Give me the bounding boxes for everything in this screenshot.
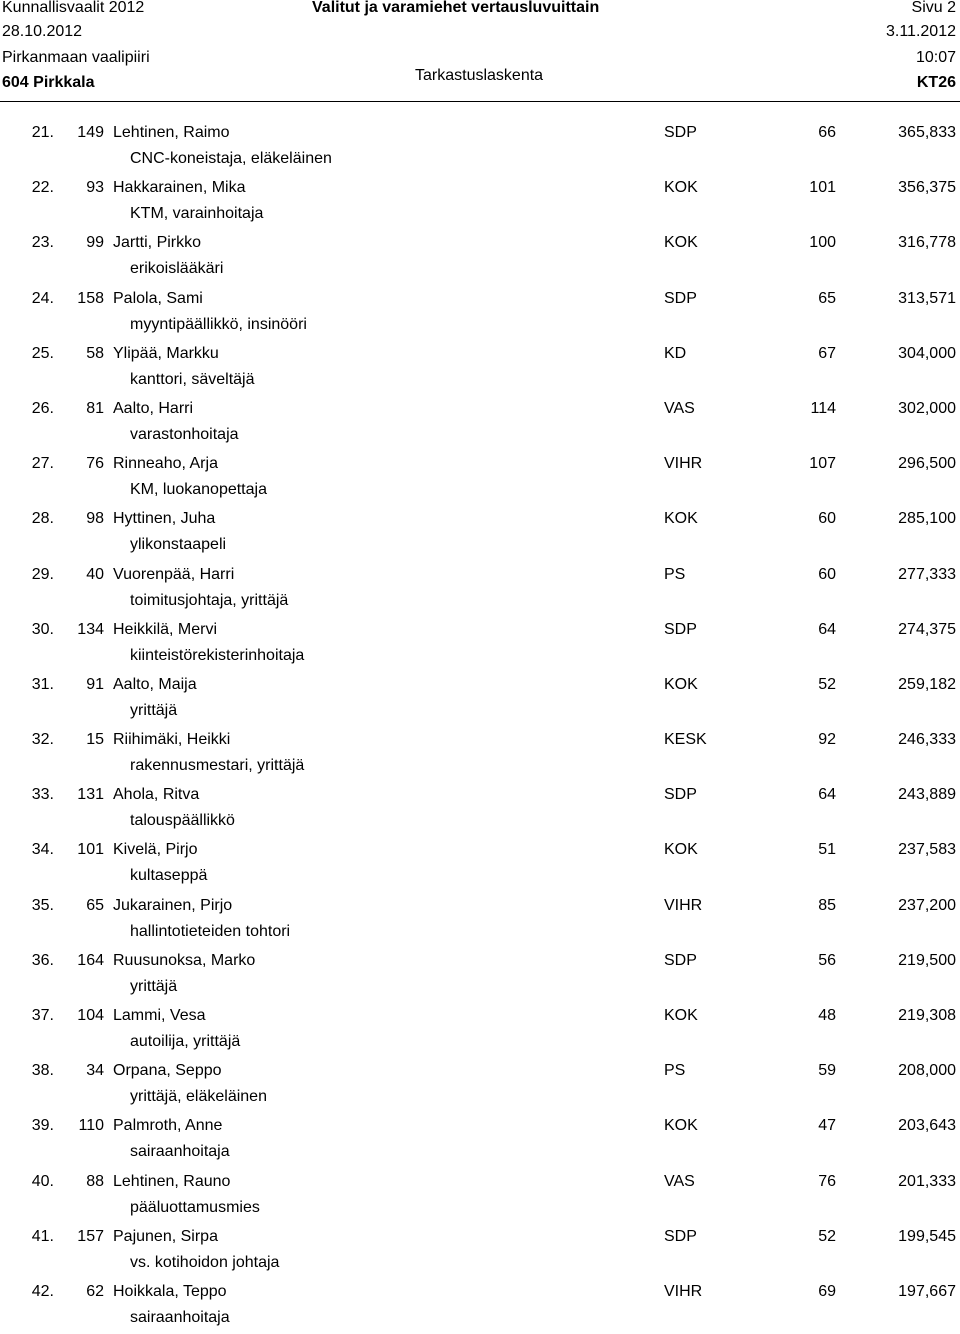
comparison-number: 219,308 [898,1007,956,1024]
party: VIHR [664,896,703,914]
list-item [0,286,960,341]
vote-count: 85 [818,896,836,914]
comparison-number: 201,333 [898,1172,956,1190]
municipality: 604 Pirkkala [2,74,95,91]
candidate-name: Palmroth, Anne [113,1117,223,1135]
list-item [0,617,960,672]
candidate-occupation: KM, luokanopettaja [130,481,267,499]
party: SDP [664,1227,697,1245]
rank-number: 29. [31,565,54,583]
comparison-number: 313,571 [898,289,956,307]
list-item [0,562,960,617]
candidate-number: 15 [86,731,104,749]
candidate-occupation: hallintotieteiden tohtori [130,922,291,940]
comparison-number: 208,000 [898,1062,956,1080]
comparison-number: 285,100 [898,510,956,528]
candidate-number: 91 [86,675,104,693]
list-item [0,1224,960,1279]
list-item [0,948,960,1003]
list-item [0,1003,960,1058]
party: KOK [664,234,698,252]
candidate-name: Aalto, Harri [113,399,194,417]
party: SDP [664,124,697,141]
candidate-occupation: yrittäjä, eläkeläinen [130,1088,267,1106]
candidate-number: 110 [78,1117,104,1135]
candidate-occupation: varastonhoitaja [130,425,239,443]
candidate-name: Riihimäki, Heikki [113,731,231,749]
rank-number: 32. [31,731,54,749]
comparison-number: 296,500 [898,455,956,473]
vote-count: 48 [818,1007,836,1024]
comparison-number: 203,643 [898,1117,956,1135]
candidate-name: Pajunen, Sirpa [113,1227,218,1245]
header-divider [0,101,960,102]
candidate-number: 104 [77,1007,104,1024]
report-subtitle: Tarkastuslaskenta [415,67,544,84]
party: VAS [664,1172,695,1190]
candidate-occupation: toimitusjohtaja, yrittäjä [130,591,289,609]
list-item [0,1169,960,1224]
candidate-number: 34 [86,1062,104,1080]
party: KOK [664,675,698,693]
candidate-number: 134 [77,620,104,638]
candidate-number: 93 [86,179,104,197]
list-item [0,506,960,561]
list-item [0,341,960,396]
rank-number: 38. [31,1062,54,1080]
comparison-number: 302,000 [898,399,956,417]
results-list [0,120,960,1334]
vote-count: 92 [818,731,836,749]
list-item [0,727,960,782]
rank-number: 36. [31,951,54,969]
rank-number: 40. [31,1172,54,1190]
vote-count: 76 [818,1172,836,1190]
party: SDP [664,620,697,638]
list-item [0,175,960,230]
candidate-number: 99 [86,234,104,252]
vote-count: 47 [818,1117,836,1135]
list-item [0,120,960,175]
party: KD [664,344,687,362]
rank-number: 28. [31,510,54,528]
candidate-number: 164 [77,951,104,969]
candidate-occupation: vs. kotihoidon johtaja [130,1253,280,1271]
comparison-number: 304,000 [898,344,956,362]
rank-number: 31. [31,675,54,693]
comparison-number: 365,833 [898,124,956,141]
vote-count: 60 [818,510,836,528]
candidate-occupation: CNC-koneistaja, eläkeläinen [130,150,332,167]
comparison-number: 197,667 [898,1282,956,1300]
rank-number: 21. [31,124,54,141]
election-name: Kunnallisvaalit 2012 [2,0,145,16]
vote-count: 59 [818,1062,836,1080]
list-item [0,230,960,285]
rank-number: 25. [31,344,54,362]
vote-count: 100 [809,234,836,252]
print-date: 3.11.2012 [886,23,956,40]
list-item [0,782,960,837]
candidate-name: Jukarainen, Pirjo [113,896,233,914]
party: VIHR [664,1282,703,1300]
candidate-name: Hoikkala, Teppo [113,1282,227,1300]
rank-number: 37. [31,1007,54,1024]
party: SDP [664,289,697,307]
candidate-name: Palola, Sami [113,289,203,307]
party: KOK [664,179,698,197]
vote-count: 69 [818,1282,836,1300]
candidate-name: Kivelä, Pirjo [113,841,198,859]
candidate-name: Ruusunoksa, Marko [113,951,256,969]
candidate-occupation: kiinteistörekisterinhoitaja [130,646,305,664]
rank-number: 41. [31,1227,54,1245]
list-item [0,672,960,727]
party: SDP [664,786,697,804]
rank-number: 42. [31,1282,54,1300]
candidate-number: 158 [77,289,104,307]
report-title: Valitut ja varamiehet vertausluvuittain [312,0,600,16]
candidate-name: Hyttinen, Juha [113,510,216,528]
candidate-number: 76 [86,455,104,473]
candidate-name: Lehtinen, Raimo [113,124,230,141]
rank-number: 39. [31,1117,54,1135]
list-item [0,1058,960,1113]
party: SDP [664,951,697,969]
candidate-number: 62 [86,1282,104,1300]
candidate-occupation: ylikonstaapeli [130,536,227,554]
party: KOK [664,1007,698,1024]
candidate-number: 40 [86,565,104,583]
candidate-name: Ylipää, Markku [113,344,219,362]
vote-count: 60 [818,565,836,583]
candidate-name: Vuorenpää, Harri [113,565,235,583]
rank-number: 26. [31,399,54,417]
party: PS [664,565,686,583]
comparison-number: 246,333 [898,731,956,749]
rank-number: 24. [31,289,54,307]
party: PS [664,1062,686,1080]
vote-count: 67 [818,344,836,362]
list-item [0,1113,960,1168]
comparison-number: 237,200 [898,896,956,914]
rank-number: 22. [31,179,54,197]
candidate-number: 65 [86,896,104,914]
candidate-occupation: sairaanhoitaja [130,1143,230,1161]
candidate-occupation: kanttori, säveltäjä [130,370,255,388]
candidate-number: 131 [77,786,104,804]
comparison-number: 259,182 [898,675,956,693]
rank-number: 33. [31,786,54,804]
party: KOK [664,510,698,528]
comparison-number: 316,778 [898,234,956,252]
comparison-number: 274,375 [898,620,956,638]
print-time: 10:07 [915,49,956,66]
rank-number: 30. [31,620,54,638]
list-item [0,1279,960,1334]
vote-count: 65 [818,289,836,307]
comparison-number: 237,583 [898,841,956,859]
vote-count: 101 [809,179,836,197]
party: KESK [664,731,707,749]
candidate-name: Rinneaho, Arja [113,455,218,473]
rank-number: 23. [31,234,54,252]
vote-count: 64 [818,786,836,804]
candidate-occupation: kultaseppä [130,867,208,885]
party: KOK [664,1117,698,1135]
list-item [0,396,960,451]
electoral-district: Pirkanmaan vaalipiiri [2,49,150,66]
candidate-name: Heikkilä, Mervi [113,620,218,638]
candidate-number: 157 [77,1227,104,1245]
candidate-name: Ahola, Ritva [113,786,200,804]
vote-count: 51 [818,841,836,859]
report-code: KT26 [916,74,956,91]
vote-count: 56 [818,951,836,969]
vote-count: 52 [818,675,836,693]
candidate-name: Lehtinen, Rauno [113,1172,231,1190]
candidate-number: 98 [86,510,104,528]
candidate-occupation: talouspäällikkö [130,812,235,830]
candidate-name: Lammi, Vesa [113,1007,206,1024]
comparison-number: 219,500 [898,951,956,969]
page-header [0,0,960,100]
candidate-name: Hakkarainen, Mika [113,179,246,197]
candidate-occupation: yrittäjä [130,701,178,719]
candidate-occupation: erikoislääkäri [130,260,224,278]
page-number: Sivu 2 [911,0,956,16]
list-item [0,837,960,892]
party: VAS [664,399,695,417]
vote-count: 64 [818,620,836,638]
candidate-occupation: yrittäjä [130,977,178,995]
candidate-occupation: autoilija, yrittäjä [130,1033,241,1050]
list-item [0,451,960,506]
vote-count: 107 [809,455,836,473]
comparison-number: 277,333 [898,565,956,583]
candidate-number: 81 [86,399,104,417]
candidate-number: 58 [86,344,104,362]
list-item [0,893,960,948]
candidate-name: Aalto, Maija [113,675,197,693]
election-date: 28.10.2012 [2,23,83,40]
rank-number: 35. [31,896,54,914]
vote-count: 52 [818,1227,836,1245]
rank-number: 27. [31,455,54,473]
comparison-number: 199,545 [898,1227,956,1245]
candidate-number: 149 [77,124,104,141]
candidate-number: 101 [77,841,104,859]
comparison-number: 356,375 [898,179,956,197]
candidate-name: Jartti, Pirkko [113,234,202,252]
candidate-occupation: sairaanhoitaja [130,1308,230,1326]
candidate-occupation: myyntipäällikkö, insinööri [130,315,307,333]
party: KOK [664,841,698,859]
vote-count: 66 [818,124,836,141]
party: VIHR [664,455,703,473]
comparison-number: 243,889 [898,786,956,804]
vote-count: 114 [810,399,836,417]
rank-number: 34. [31,841,54,859]
candidate-name: Orpana, Seppo [113,1062,222,1080]
candidate-occupation: KTM, varainhoitaja [130,205,264,223]
candidate-occupation: rakennusmestari, yrittäjä [130,757,305,775]
candidate-number: 88 [86,1172,104,1190]
candidate-occupation: pääluottamusmies [130,1198,260,1216]
